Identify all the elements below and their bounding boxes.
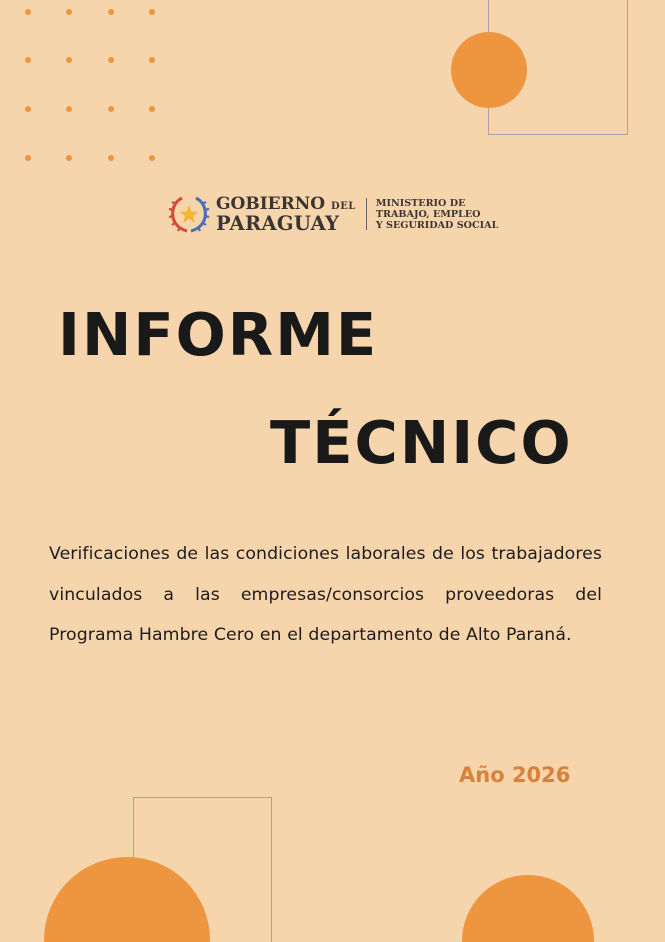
dot bbox=[149, 9, 155, 15]
report-year: Año 2026 bbox=[459, 763, 571, 787]
dot bbox=[66, 9, 72, 15]
ministry-line: Y SEGURIDAD SOCIAL bbox=[375, 219, 499, 231]
logo-divider bbox=[366, 198, 367, 230]
title-line-2: TÉCNICO bbox=[270, 408, 573, 477]
report-description: Verificaciones de las condiciones laborales de los trabajadores vinculados a las empresas/consorcios proveedoras del Programa Hambre Cero en el departamento de Alto Paraná. bbox=[49, 544, 602, 645]
government-name bbox=[216, 194, 356, 235]
dot bbox=[25, 155, 31, 161]
dot bbox=[66, 155, 72, 161]
dot bbox=[108, 106, 114, 112]
dot bbox=[25, 57, 31, 63]
title-line-1: INFORME bbox=[58, 300, 379, 369]
government-name-line2: PARAGUAY bbox=[216, 212, 340, 235]
ministry-line: MINISTERIO DE bbox=[375, 197, 466, 209]
decorative-circle-top bbox=[451, 32, 527, 108]
ministry-name bbox=[376, 198, 498, 231]
ministry-line: TRABAJO, EMPLEO bbox=[375, 208, 481, 220]
dot bbox=[108, 57, 114, 63]
dot bbox=[66, 106, 72, 112]
government-logo bbox=[168, 194, 498, 234]
dot bbox=[25, 9, 31, 15]
dot bbox=[25, 106, 31, 112]
dot bbox=[149, 57, 155, 63]
paraguay-emblem-icon bbox=[168, 194, 210, 234]
decorative-circle-bottom-right bbox=[462, 875, 594, 942]
government-name-line1: GOBIERNO bbox=[216, 194, 326, 214]
dot bbox=[149, 155, 155, 161]
dot bbox=[149, 106, 155, 112]
government-name-del: DEL bbox=[331, 201, 356, 212]
dot bbox=[108, 155, 114, 161]
dot bbox=[108, 9, 114, 15]
dot bbox=[66, 57, 72, 63]
